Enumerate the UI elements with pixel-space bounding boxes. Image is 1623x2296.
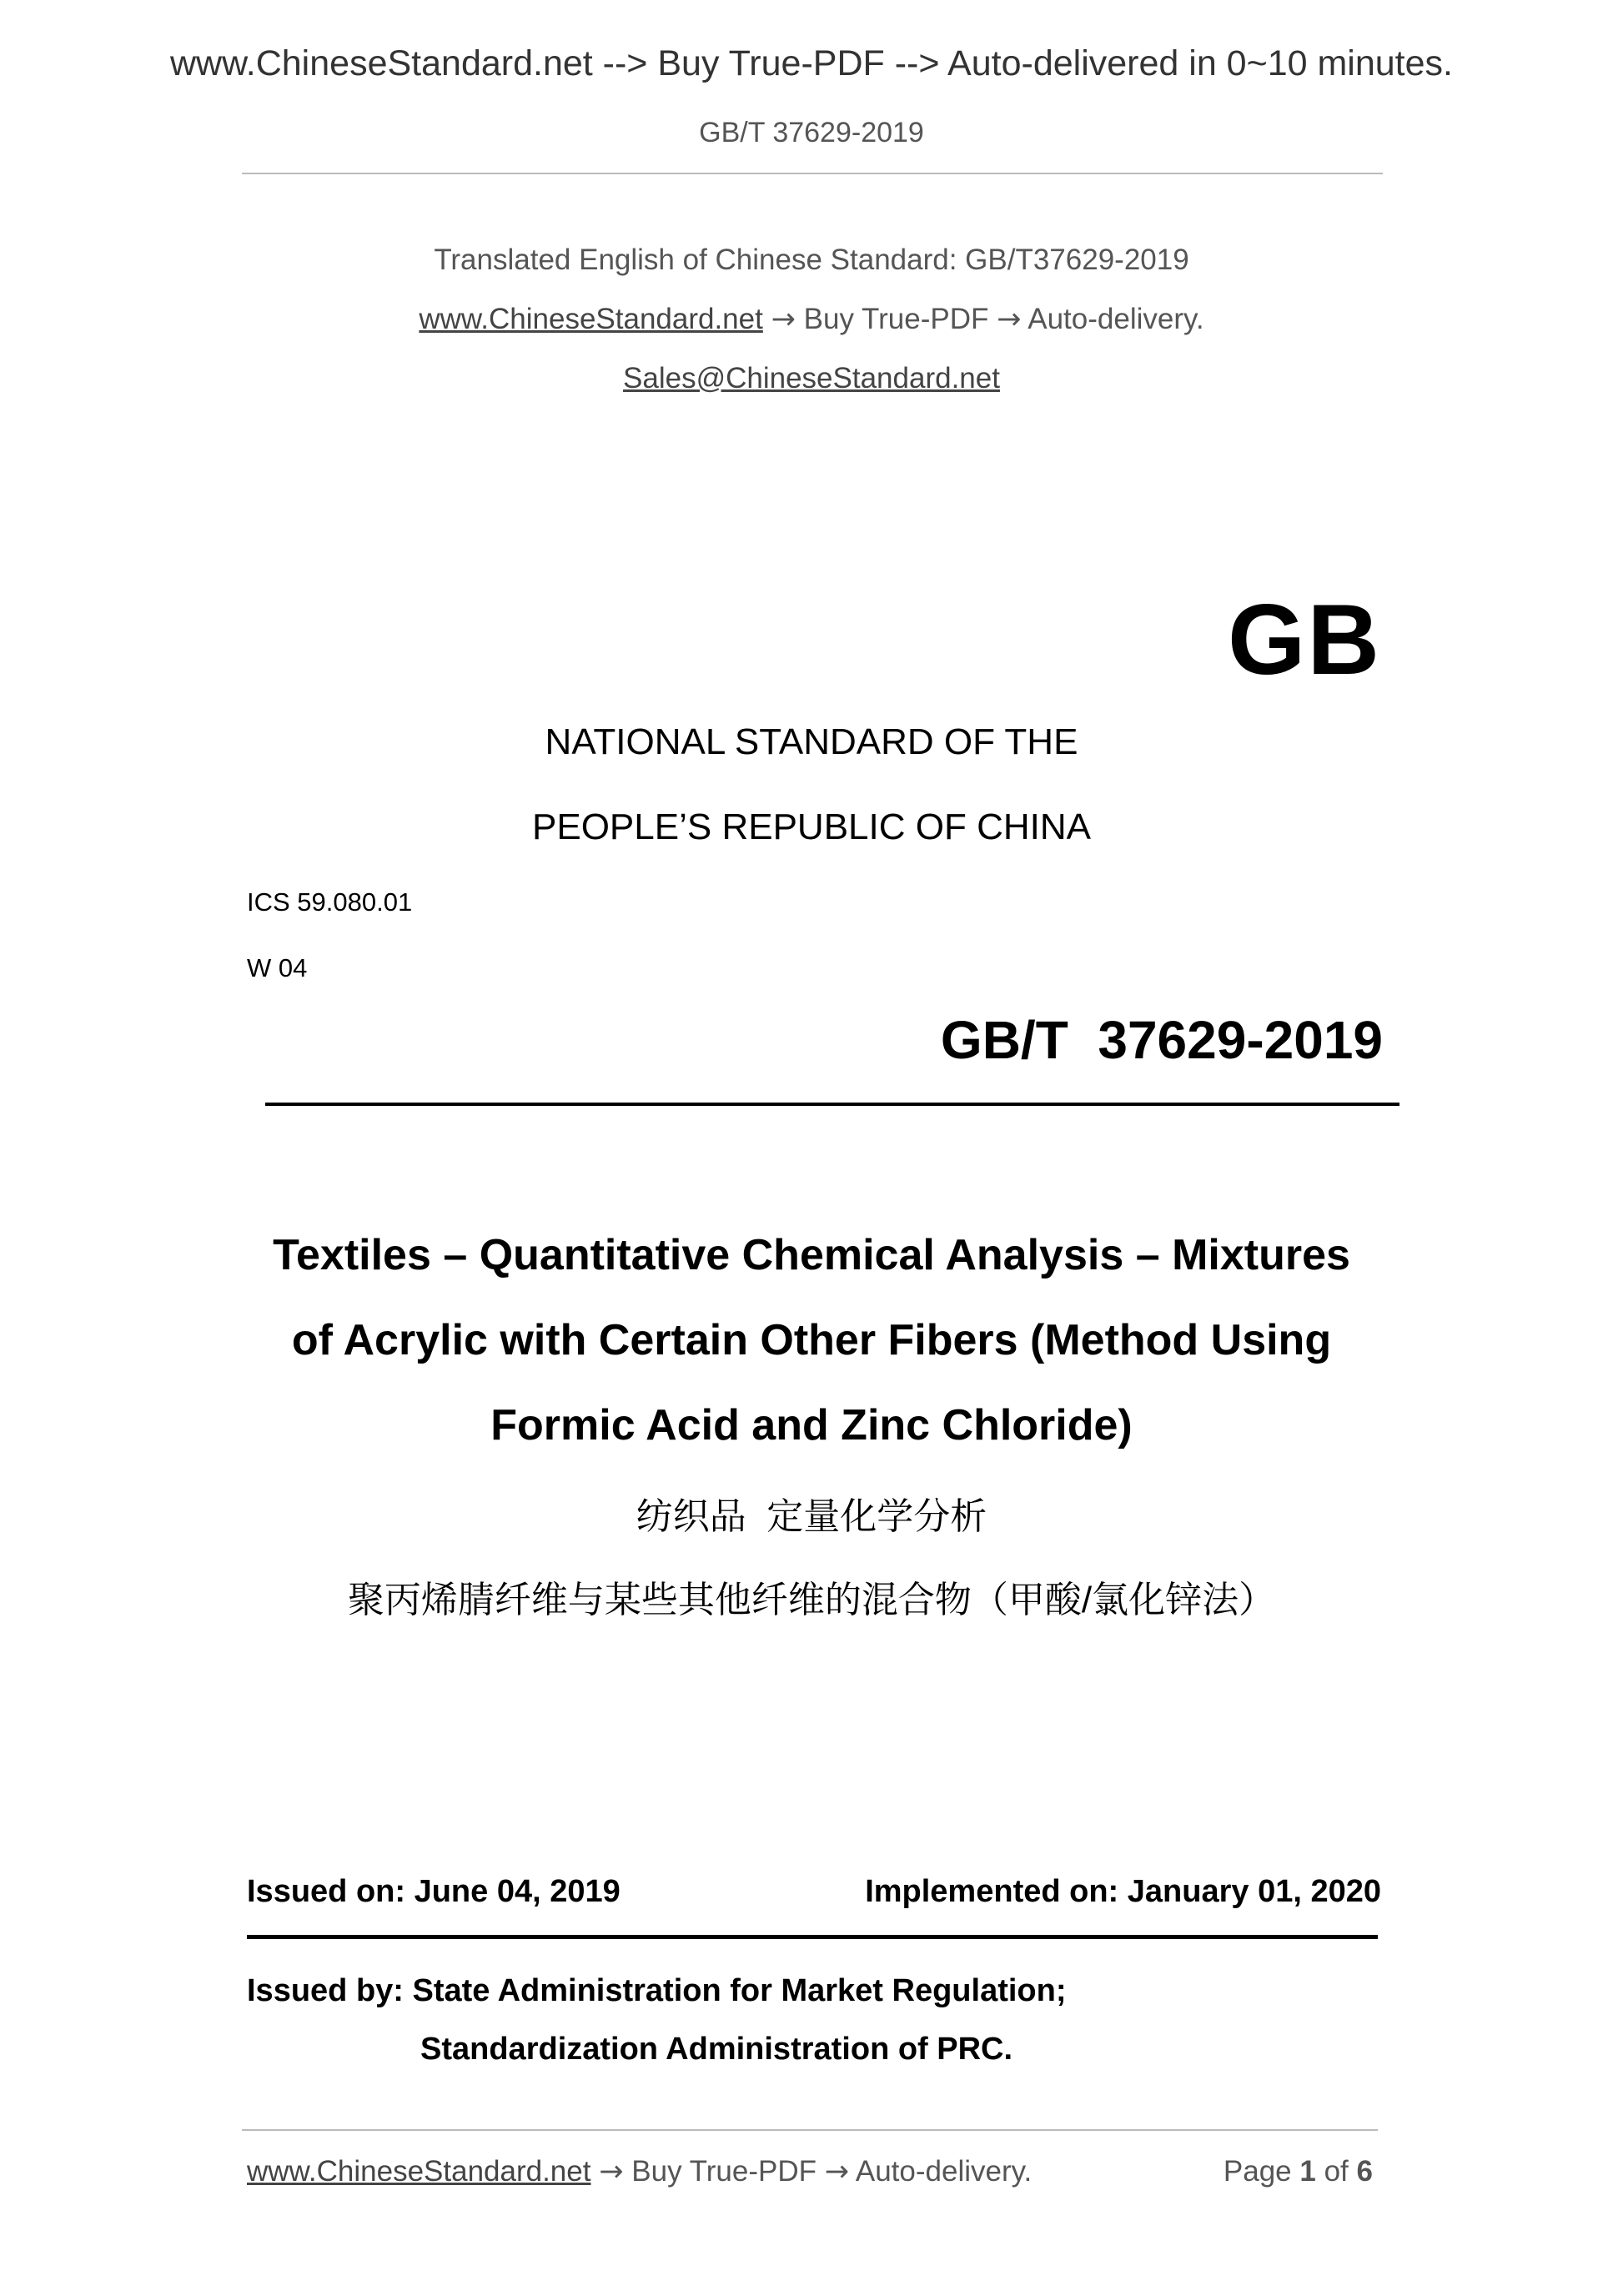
arrow-right-icon: → xyxy=(771,303,796,336)
page-indicator xyxy=(1224,2155,1373,2188)
title-zh-line1: 纺织品 定量化学分析 xyxy=(636,1496,987,1537)
top-banner xyxy=(0,43,1623,84)
issued-by-line1: Issued by: State Administration for Market Regulation; xyxy=(247,1973,1067,2008)
ics-code: ICS 59.080.01 xyxy=(247,887,413,917)
implemented-on: Implemented on: January 01, 2020 xyxy=(865,1874,1381,1909)
ccs-code: W 04 xyxy=(247,953,308,982)
translation-notice: Translated English of Chinese Standard: GB/T37629-2019 xyxy=(434,244,1189,276)
page-label: Page xyxy=(1223,2155,1292,2188)
buy-text: Buy True-PDF xyxy=(803,303,989,335)
delivery-text: Auto-delivery. xyxy=(1028,303,1204,335)
issued-by-line2: Standardization Administration of PRC. xyxy=(420,2032,1013,2067)
header-divider xyxy=(242,173,1383,174)
page-of: of xyxy=(1324,2155,1349,2188)
arrow-right-icon: → xyxy=(599,2155,624,2188)
gb-logo: GB xyxy=(1228,584,1381,696)
national-heading-line2: PEOPLE’S REPUBLIC OF CHINA xyxy=(532,806,1091,847)
page-total: 6 xyxy=(1356,2155,1373,2188)
page-current: 1 xyxy=(1299,2155,1316,2188)
footer-buy-text: Buy True-PDF xyxy=(631,2155,817,2188)
title-en-line1: Textiles – Quantitative Chemical Analysis – Mixtures xyxy=(273,1231,1350,1279)
purchase-line xyxy=(0,303,1623,336)
standard-number: GB/T 37629-2019 xyxy=(940,1010,1383,1070)
dates-divider xyxy=(247,1935,1378,1939)
footer-site-link[interactable]: www.ChineseStandard.net xyxy=(247,2155,591,2188)
national-heading-line1: NATIONAL STANDARD OF THE xyxy=(545,721,1078,762)
arrow-right-icon: → xyxy=(824,2155,850,2188)
top-banner-text: www.ChineseStandard.net --> Buy True-PDF --> Auto-delivered in 0~10 minutes. xyxy=(169,43,1453,83)
email-link[interactable]: Sales@ChineseStandard.net xyxy=(623,362,1000,394)
title-en-line2: of Acrylic with Certain Other Fibers (Method Using xyxy=(291,1316,1332,1364)
number-divider xyxy=(265,1103,1399,1106)
footer-delivery-text: Auto-delivery. xyxy=(855,2155,1033,2188)
footer-purchase-line xyxy=(247,2155,1032,2188)
site-link[interactable]: www.ChineseStandard.net xyxy=(419,303,763,335)
title-zh-line2: 聚丙烯腈纤维与某些其他纤维的混合物（甲酸/氯化锌法） xyxy=(347,1580,1276,1620)
issued-on: Issued on: June 04, 2019 xyxy=(247,1874,621,1909)
footer-divider xyxy=(242,2129,1378,2131)
arrow-right-icon: → xyxy=(997,303,1022,336)
title-en-line3: Formic Acid and Zinc Chloride) xyxy=(490,1401,1133,1449)
running-header: GB/T 37629-2019 xyxy=(699,117,924,148)
